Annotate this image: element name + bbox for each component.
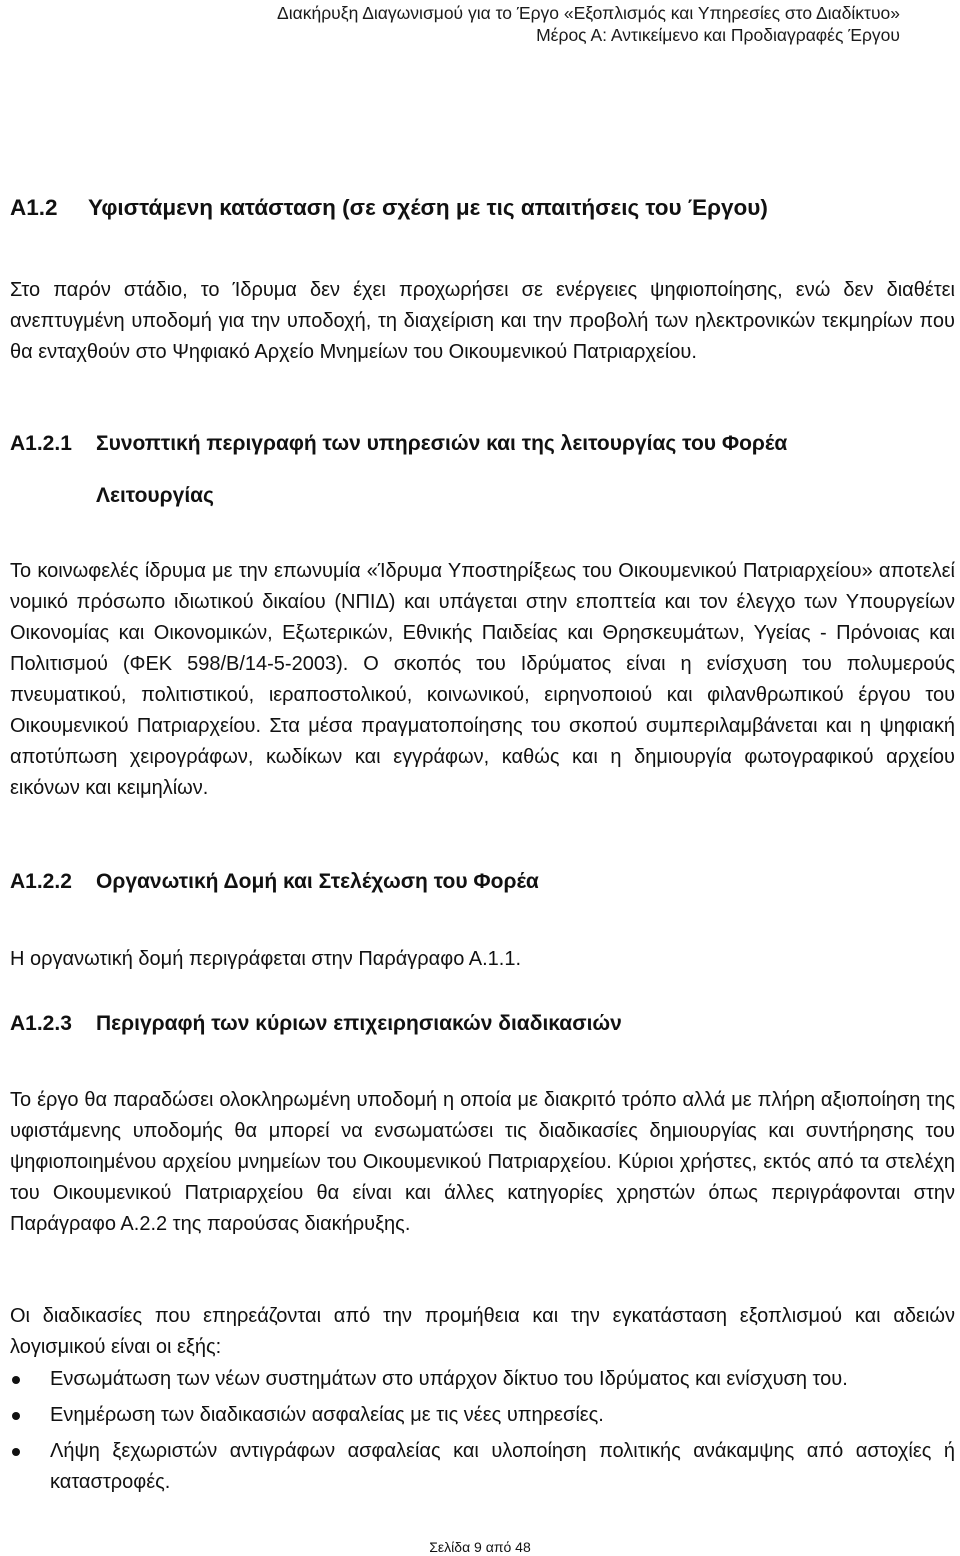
section-intro-paragraph: Στο παρόν στάδιο, το Ίδρυμα δεν έχει προχωρήσει σε ενέργειες ψηφιοποίησης, ενώ δεν διαθέτει ανεπτυγμένη υποδομή για την υποδοχή, τη διαχείριση και την προβολή των ηλεκτρονικών τεκμηρίων που θα ενταχθούν στο Ψηφιακό Αρχείο Μνημείων του Οικουμενικού Πατριαρχείου.: [10, 279, 955, 363]
subsection-3-paragraph-2: Οι διαδικασίες που επηρεάζονται από την προμήθεια και την εγκατάσταση εξοπλισμού και αδειών λογισμικού είναι οι εξής:: [10, 1305, 955, 1358]
page-header: [277, 2, 900, 46]
subsection-number-1: Α1.2.1: [10, 432, 72, 455]
subsection-heading-2: [10, 866, 955, 897]
subsection-title-3: Περιγραφή των κύριων επιχειρησιακών διαδικασιών: [96, 1012, 622, 1035]
subsection-2-paragraph: Η οργανωτική δομή περιγράφεται στην Παράγραφο Α.1.1.: [10, 948, 522, 970]
subsection-heading-3: [10, 1008, 955, 1039]
subsection-heading-1: [10, 428, 955, 511]
header-document-title: Διακήρυξη Διαγωνισμού για το Έργο «Εξοπλισμός και Υπηρεσίες στο Διαδίκτυο»: [277, 3, 900, 23]
section-heading: [10, 193, 768, 223]
section-title: Υφιστάμενη κατάσταση (σε σχέση με τις απαιτήσεις του Έργου): [88, 195, 768, 220]
subsection-title-1: Συνοπτική περιγραφή των υπηρεσιών και της λειτουργίας του Φορέα: [96, 432, 788, 455]
section-number: Α1.2: [10, 195, 58, 220]
subsection-number-2: Α1.2.2: [10, 870, 72, 893]
bullet-icon: [12, 1376, 20, 1384]
list-item: Λήψη ξεχωριστών αντιγράφων ασφαλείας και υλοποίηση πολιτικής ανάκαμψης από αστοχίες ή καταστροφές.: [10, 1436, 955, 1498]
process-bullet-list: [10, 1364, 955, 1503]
subsection-3-paragraph-1: Το έργο θα παραδώσει ολοκληρωμένη υποδομή η οποία με διακριτό τρόπο αλλά με πλήρη αξιοποίηση της υφιστάμενης υποδομής θα μπορεί να ενσωματώσει τις διαδικασίες δημιουργίας και συντήρησης του ψηφιοποιημένου αρχείου μνημείων του Οικουμενικού Πατριαρχείου. Κύριοι χρήστες, εκτός από τα στελέχη του Οικουμενικού Πατριαρχείου θα είναι και άλλες κατηγορίες χρηστών όπως περιγράφονται στην Παράγραφο Α.2.2 της παρούσας διακήρυξης.: [10, 1089, 955, 1235]
page-number: Σελίδα 9 από 48: [429, 1539, 531, 1555]
bullet-icon: [12, 1412, 20, 1420]
bullet-icon: [12, 1448, 20, 1456]
header-part-title: Μέρος Α: Αντικείμενο και Προδιαγραφές Έργου: [536, 25, 900, 45]
subsection-title-2: Οργανωτική Δομή και Στελέχωση του Φορέα: [96, 870, 539, 893]
list-item: Ενημέρωση των διαδικασιών ασφαλείας με τις νέες υπηρεσίες.: [10, 1400, 955, 1431]
subsection-title-1-cont: Λειτουργίας: [96, 484, 214, 507]
subsection-1-paragraph: Το κοινωφελές ίδρυμα με την επωνυμία «Ίδρυμα Υποστηρίξεως του Οικουμενικού Πατριαρχείου» αποτελεί νομικό πρόσωπο ιδιωτικού δικαίου (ΝΠΙΔ) και υπάγεται στην εποπτεία και τον έλεγχο των Υπουργείων Οικονομίας και Οικονομικών, Εξωτερικών, Εθνικής Παιδείας και Θρησκευμάτων, Υγείας - Πρόνοιας και Πολιτισμού (ΦΕΚ 598/Β/14-5-2003). Ο σκοπός του Ιδρύματος είναι η ενίσχυση του πολυμερούς πνευματικού, πολιτιστικού, ιεραποστολικού, κοινωνικού, ειρηνοποιού και φιλανθρωπικού έργου του Οικουμενικού Πατριαρχείου. Στα μέσα πραγματοποίησης του σκοπού συμπεριλαμβάνεται και η ψηφιακή αποτύπωση χειρογράφων, κωδίκων και εγγράφων, καθώς και η δημιουργία φωτογραφικού αρχείου εικόνων και κειμηλίων.: [10, 560, 955, 799]
subsection-number-3: Α1.2.3: [10, 1012, 72, 1035]
list-item: Ενσωμάτωση των νέων συστημάτων στο υπάρχον δίκτυο του Ιδρύματος και ενίσχυση του.: [10, 1364, 955, 1395]
